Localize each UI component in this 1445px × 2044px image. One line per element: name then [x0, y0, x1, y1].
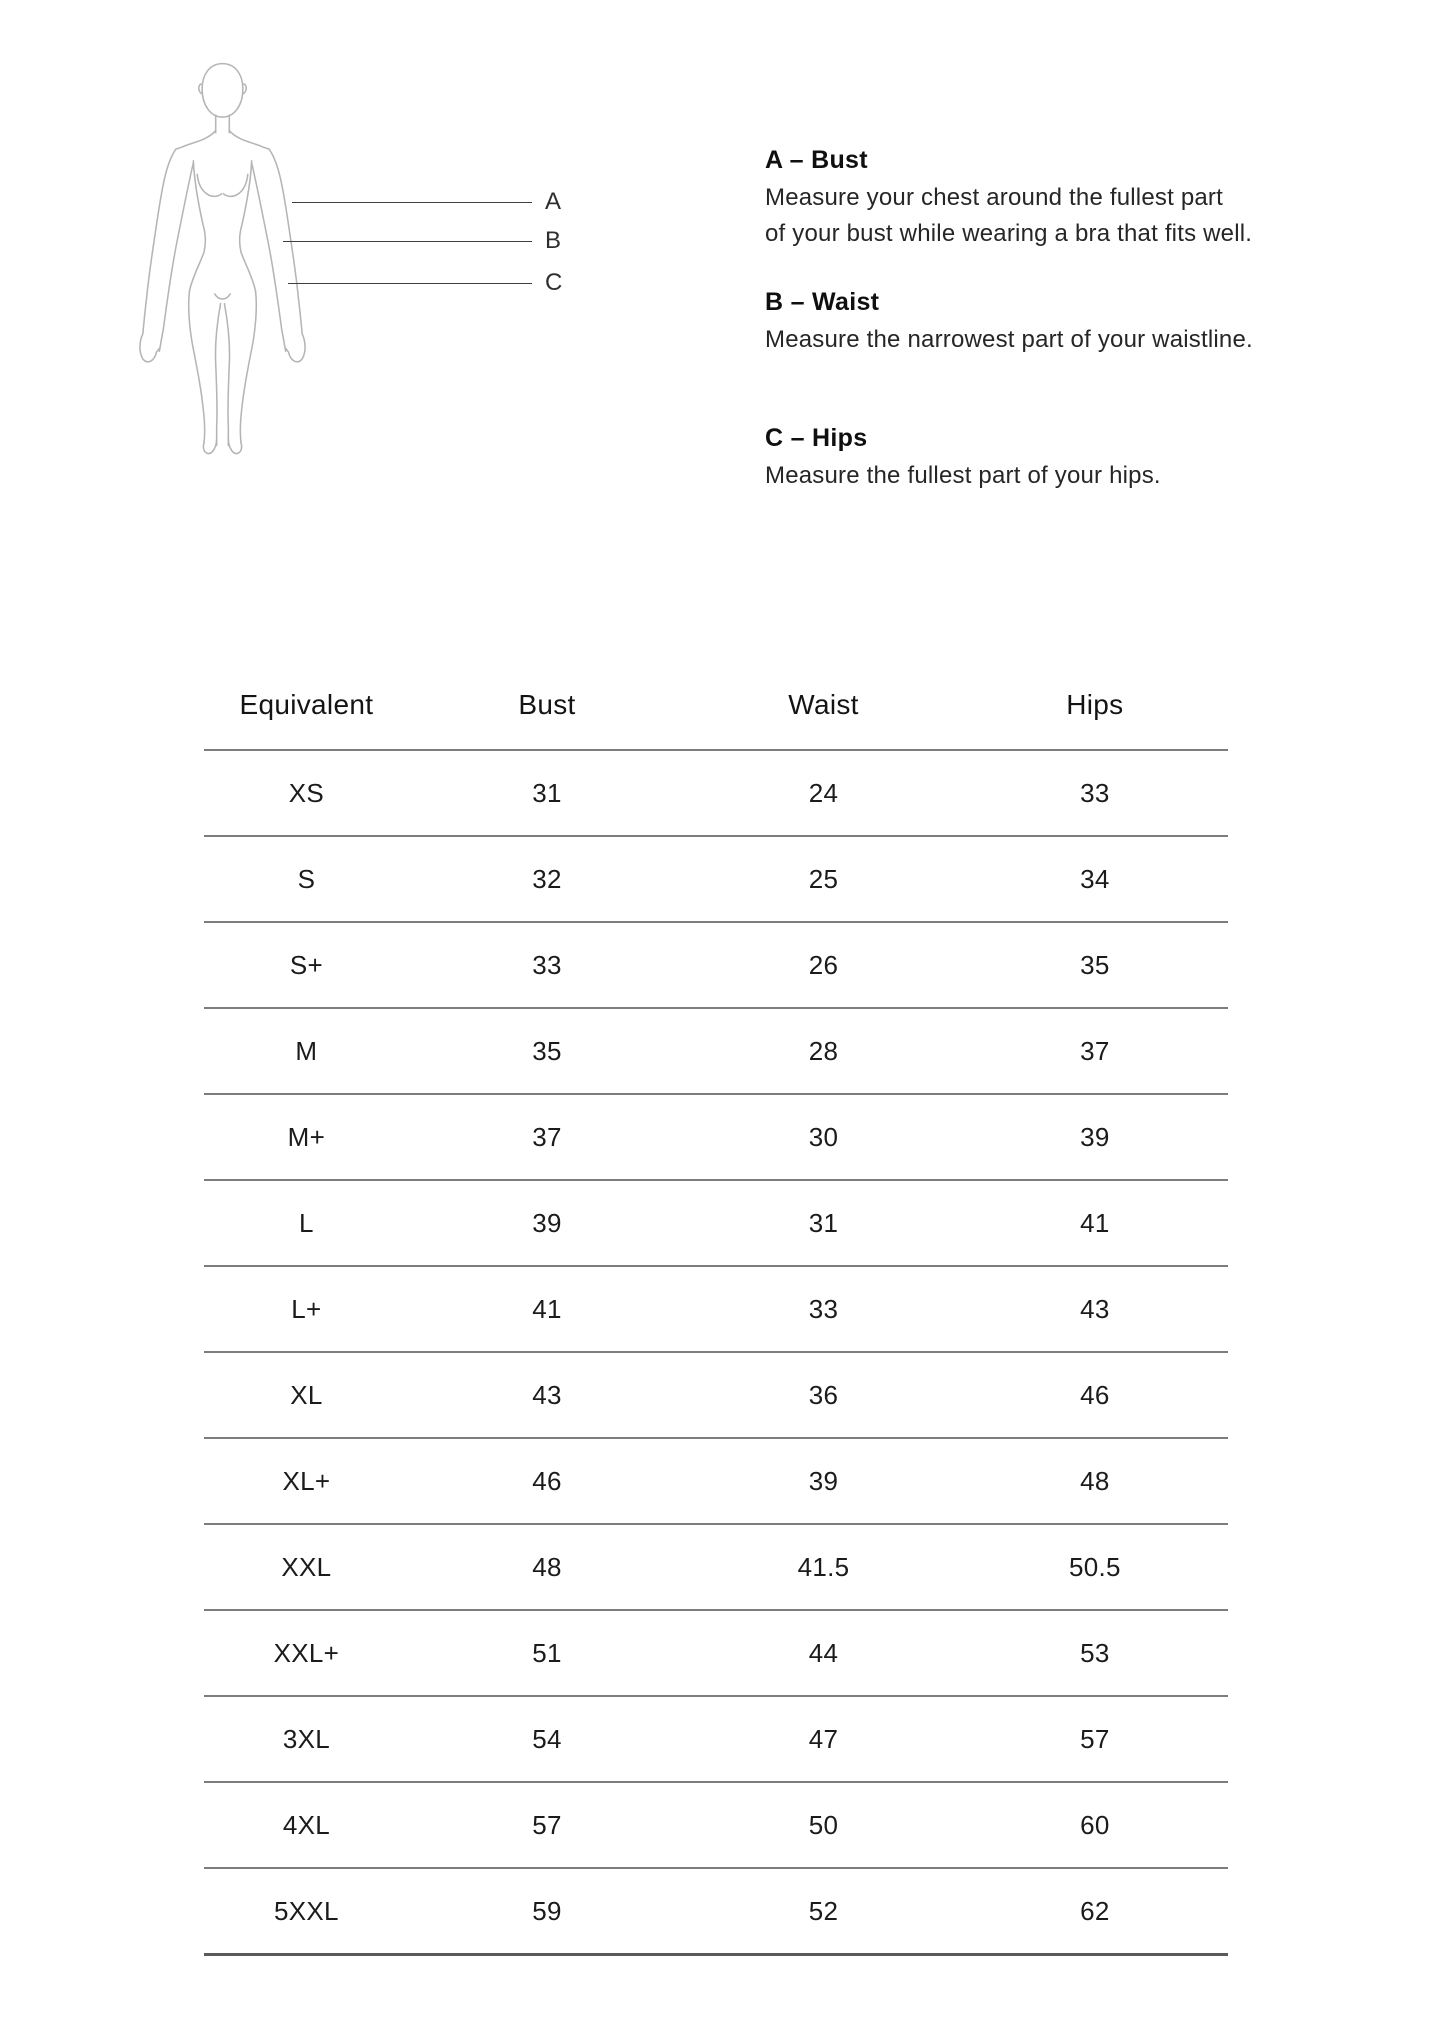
size-row-3xl: [204, 1696, 1228, 1782]
bust-measurement-line: [292, 202, 532, 203]
pointer-label-a: A: [545, 188, 562, 215]
size-cell: 44: [685, 1610, 961, 1696]
size-cell: 57: [962, 1696, 1228, 1782]
size-table-header-row: [204, 660, 1228, 750]
size-cell: 62: [962, 1868, 1228, 1955]
waist-measurement-line: [283, 241, 532, 242]
size-cell: 35: [409, 1008, 685, 1094]
size-cell: XL: [204, 1352, 409, 1438]
size-cell: XXL: [204, 1524, 409, 1610]
size-cell: 60: [962, 1782, 1228, 1868]
size-cell: L: [204, 1180, 409, 1266]
bust-section-heading: A – Bust: [765, 146, 868, 174]
size-cell: 41.5: [685, 1524, 961, 1610]
column-header-waist: Waist: [685, 660, 961, 750]
size-cell: 30: [685, 1094, 961, 1180]
size-row-m-plus: [204, 1094, 1228, 1180]
size-row-4xl: [204, 1782, 1228, 1868]
size-cell: S+: [204, 922, 409, 1008]
column-header-bust: Bust: [409, 660, 685, 750]
size-cell: 47: [685, 1696, 961, 1782]
size-cell: 35: [962, 922, 1228, 1008]
pointer-label-b: B: [545, 227, 562, 254]
size-cell: 48: [962, 1438, 1228, 1524]
bust-section-line: Measure your chest around the fullest part: [765, 184, 1223, 211]
size-cell: 4XL: [204, 1782, 409, 1868]
size-cell: 41: [962, 1180, 1228, 1266]
size-cell: 5XXL: [204, 1868, 409, 1955]
size-cell: 33: [409, 922, 685, 1008]
column-header-equivalent: Equivalent: [204, 660, 409, 750]
size-cell: 48: [409, 1524, 685, 1610]
size-cell: 59: [409, 1868, 685, 1955]
waist-section-heading: B – Waist: [765, 288, 880, 316]
size-cell: 46: [409, 1438, 685, 1524]
size-cell: 32: [409, 836, 685, 922]
size-cell: 36: [685, 1352, 961, 1438]
size-cell: 50: [685, 1782, 961, 1868]
size-cell: 28: [685, 1008, 961, 1094]
size-cell: 39: [962, 1094, 1228, 1180]
size-cell: XXL+: [204, 1610, 409, 1696]
size-cell: 37: [962, 1008, 1228, 1094]
pointer-label-c: C: [545, 269, 563, 296]
size-chart-table: [204, 660, 1228, 1956]
size-cell: 3XL: [204, 1696, 409, 1782]
size-cell: 33: [962, 750, 1228, 836]
size-row-xl: [204, 1352, 1228, 1438]
column-header-hips: Hips: [962, 660, 1228, 750]
size-cell: M: [204, 1008, 409, 1094]
size-cell: 43: [409, 1352, 685, 1438]
size-row-xs: [204, 750, 1228, 836]
size-cell: 57: [409, 1782, 685, 1868]
hips-section-line: Measure the fullest part of your hips.: [765, 462, 1161, 489]
size-row-xxl: [204, 1524, 1228, 1610]
size-cell: 33: [685, 1266, 961, 1352]
size-cell: 34: [962, 836, 1228, 922]
waist-section-line: Measure the narrowest part of your waistline.: [765, 326, 1253, 353]
size-row-s-plus: [204, 922, 1228, 1008]
size-cell: 50.5: [962, 1524, 1228, 1610]
size-cell: XL+: [204, 1438, 409, 1524]
size-row-xl-plus: [204, 1438, 1228, 1524]
size-cell: L+: [204, 1266, 409, 1352]
size-row-l-plus: [204, 1266, 1228, 1352]
size-row-m: [204, 1008, 1228, 1094]
size-cell: 54: [409, 1696, 685, 1782]
size-row-5xxl: [204, 1868, 1228, 1955]
size-cell: 25: [685, 836, 961, 922]
size-cell: 53: [962, 1610, 1228, 1696]
size-cell: 43: [962, 1266, 1228, 1352]
size-row-s: [204, 836, 1228, 922]
size-cell: 31: [685, 1180, 961, 1266]
size-cell: 52: [685, 1868, 961, 1955]
hips-measurement-line: [288, 283, 532, 284]
size-cell: S: [204, 836, 409, 922]
size-row-l: [204, 1180, 1228, 1266]
size-cell: 46: [962, 1352, 1228, 1438]
size-cell: 39: [409, 1180, 685, 1266]
size-cell: 39: [685, 1438, 961, 1524]
size-cell: 26: [685, 922, 961, 1008]
size-cell: 24: [685, 750, 961, 836]
size-cell: 41: [409, 1266, 685, 1352]
size-cell: 51: [409, 1610, 685, 1696]
size-row-xxl-plus: [204, 1610, 1228, 1696]
size-cell: 37: [409, 1094, 685, 1180]
bust-section-line: of your bust while wearing a bra that fits well.: [765, 220, 1253, 247]
female-body-outline-figure: [115, 52, 330, 460]
hips-section-heading: C – Hips: [765, 424, 868, 452]
size-cell: M+: [204, 1094, 409, 1180]
size-cell: 31: [409, 750, 685, 836]
size-cell: XS: [204, 750, 409, 836]
